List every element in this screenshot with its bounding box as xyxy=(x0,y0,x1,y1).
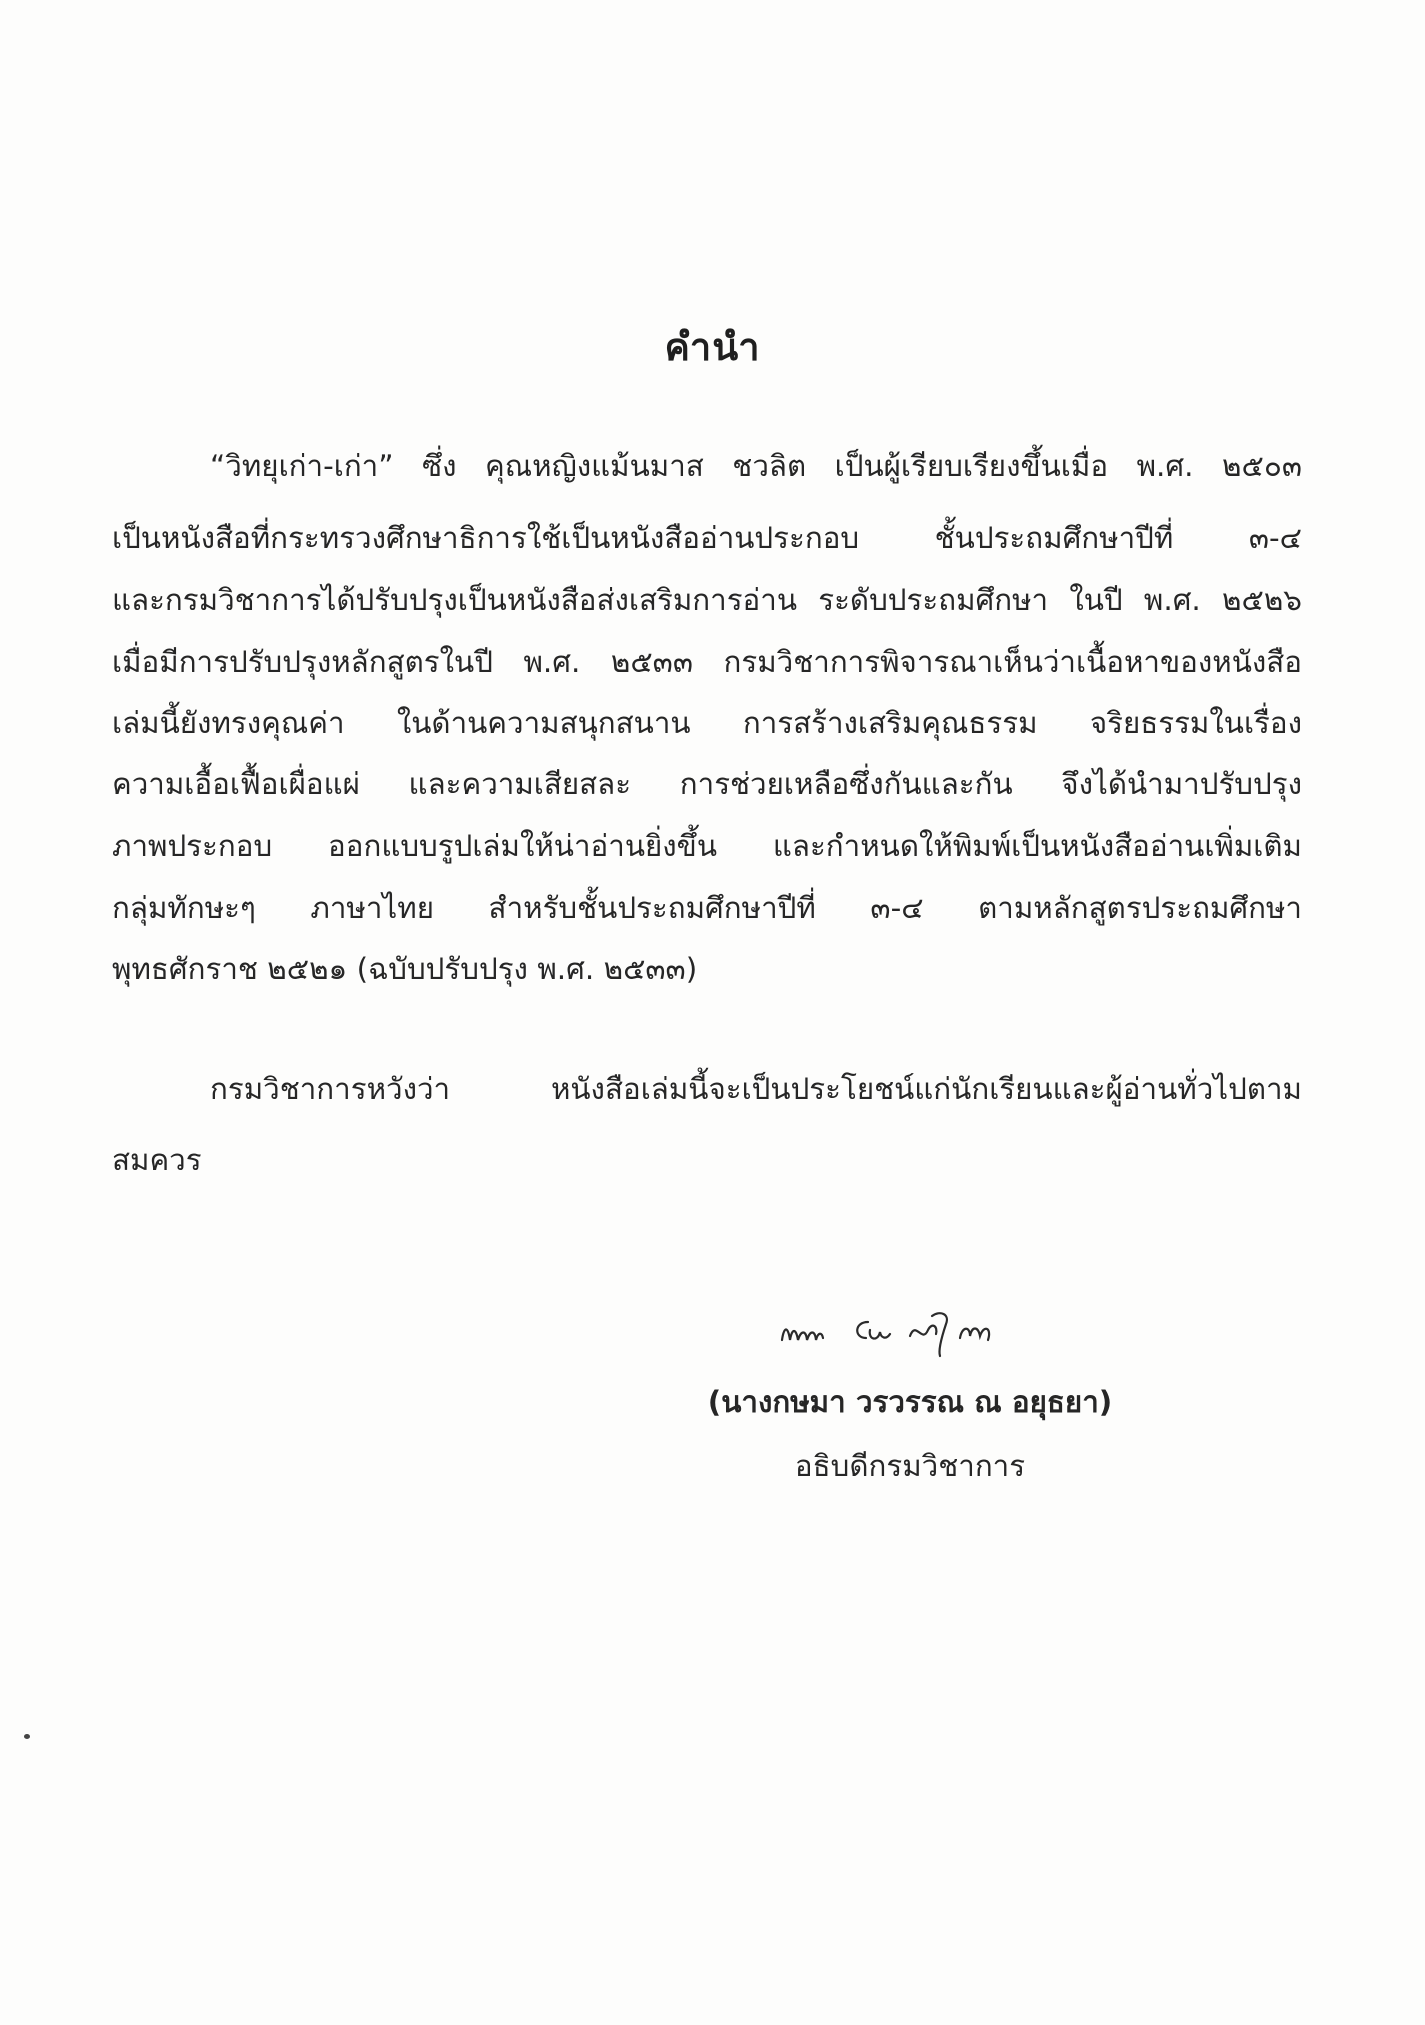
signatory-name: (นางกษมา วรวรรณ ณ อยุธยา) xyxy=(707,1385,1113,1419)
paragraph1-line-2: เป็นหนังสือที่กระทรวงศึกษาธิการใช้เป็นหนังสืออ่านประกอบ ชั้นประถมศึกษาปีที่ ๓-๔ xyxy=(112,521,1302,555)
paragraph1-line-7: ภาพประกอบ ออกแบบรูปเล่มให้น่าอ่านยิ่งขึ้น และกำหนดให้พิมพ์เป็นหนังสืออ่านเพิ่มเติม xyxy=(112,829,1302,863)
page-title: คำนำ xyxy=(664,325,761,369)
paragraph1-line-5: เล่มนี้ยังทรงคุณค่า ในด้านความสนุกสนาน การสร้างเสริมคุณธรรม จริยธรรมในเรื่อง xyxy=(112,706,1302,740)
paragraph2-line-2: สมควร xyxy=(112,1143,202,1177)
paragraph1-line-4: เมื่อมีการปรับปรุงหลักสูตรในปี พ.ศ. ๒๕๓๓ กรมวิชาการพิจารณาเห็นว่าเนื้อหาของหนังสือ xyxy=(112,645,1302,679)
paragraph1-line-9: พุทธศักราช ๒๕๒๑ (ฉบับปรับปรุง พ.ศ. ๒๕๓๓) xyxy=(112,952,698,986)
paragraph1-line-3: และกรมวิชาการได้ปรับปรุงเป็นหนังสือส่งเสริมการอ่าน ระดับประถมศึกษา ในปี พ.ศ. ๒๕๒๖ xyxy=(112,583,1302,617)
paragraph1-line-1: “วิทยุเก่า-เก่า” ซึ่ง คุณหญิงแม้นมาส ชวลิต เป็นผู้เรียบเรียงขึ้นเมื่อ พ.ศ. ๒๕๐๓ xyxy=(210,449,1302,483)
handwritten-signature xyxy=(770,1300,1070,1360)
paper-speck xyxy=(24,1734,30,1739)
paragraph2-line-1: กรมวิชาการหวังว่า หนังสือเล่มนี้จะเป็นประโยชน์แก่นักเรียนและผู้อ่านทั่วไปตาม xyxy=(210,1072,1302,1106)
paragraph1-line-8: กลุ่มทักษะๆ ภาษาไทย สำหรับชั้นประถมศึกษาปีที่ ๓-๔ ตามหลักสูตรประถมศึกษา xyxy=(112,891,1302,925)
paragraph1-line-6: ความเอื้อเฟื้อเผื่อแผ่ และความเสียสละ การช่วยเหลือซึ่งกันและกัน จึงได้นำมาปรับปรุง xyxy=(112,767,1302,801)
signatory-title: อธิบดีกรมวิชาการ xyxy=(794,1449,1026,1483)
